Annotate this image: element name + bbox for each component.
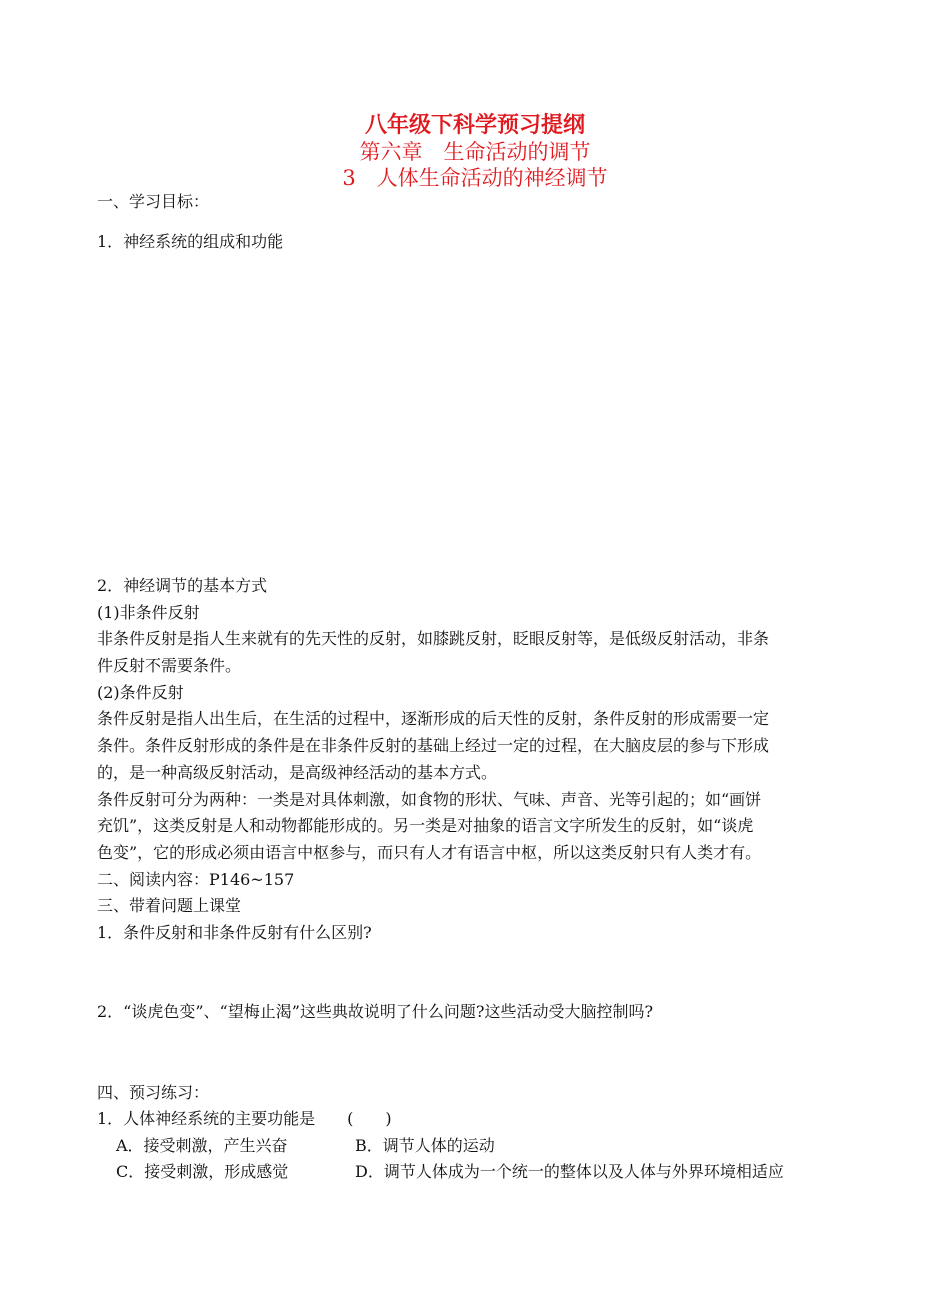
main-title: 八年级下科学预习提纲 <box>364 112 585 138</box>
unconditioned-heading: (1)非条件反射 <box>97 603 200 622</box>
option-c: C．接受刺激，形成感觉 <box>116 1162 289 1181</box>
section-title: 3 人体生命活动的神经调节 <box>342 166 608 190</box>
conditioned-text-3: 的，是一种高级反射活动，是高级神经活动的基本方式。 <box>97 763 498 782</box>
practice-question-1: 1．人体神经系统的主要功能是 ( ) <box>97 1109 392 1128</box>
types-text-3: 色变”，它的形成必须由语言中枢参与，而只有人才有语言中枢，所以这类反射只有人类才有。 <box>97 843 762 862</box>
unconditioned-text-1: 非条件反射是指人生来就有的先天性的反射，如膝跳反射，眨眼反射等，是低级反射活动，非条 <box>97 629 770 648</box>
goals-heading: 一、学习目标： <box>97 192 210 211</box>
goal-2: 2．神经调节的基本方式 <box>97 576 268 595</box>
chapter-title: 第六章 生命活动的调节 <box>359 140 591 164</box>
option-d: D．调节人体成为一个统一的整体以及人体与外界环境相适应 <box>355 1162 784 1181</box>
conditioned-heading: (2)条件反射 <box>97 683 184 702</box>
goal-1: 1．神经系统的组成和功能 <box>97 232 284 251</box>
conditioned-text-1: 条件反射是指人出生后，在生活的过程中，逐渐形成的后天性的反射，条件反射的形成需要一定 <box>97 709 770 728</box>
types-text-1: 条件反射可分为两种：一类是对具体刺激，如食物的形状、气味、声音、光等引起的；如“画饼 <box>97 790 762 809</box>
unconditioned-text-2: 件反射不需要条件。 <box>97 656 242 675</box>
practice-heading: 四、预习练习： <box>97 1083 210 1102</box>
conditioned-text-2: 条件。条件反射形成的条件是在非条件反射的基础上经过一定的过程，在大脑皮层的参与下形成 <box>97 736 770 755</box>
option-b: B．调节人体的运动 <box>355 1136 495 1155</box>
questions-heading: 三、带着问题上课堂 <box>97 896 242 915</box>
question-1: 1．条件反射和非条件反射有什么区别? <box>97 923 372 942</box>
types-text-2: 充饥”，这类反射是人和动物都能形成的。另一类是对抽象的语言文字所发生的反射，如“谈虎 <box>97 816 754 835</box>
option-a: A．接受刺激，产生兴奋 <box>116 1136 288 1155</box>
reading-heading: 二、阅读内容：P146~157 <box>97 870 295 889</box>
question-2: 2．“谈虎色变”、“望梅止渴”这些典故说明了什么问题?这些活动受大脑控制吗? <box>97 1002 654 1021</box>
